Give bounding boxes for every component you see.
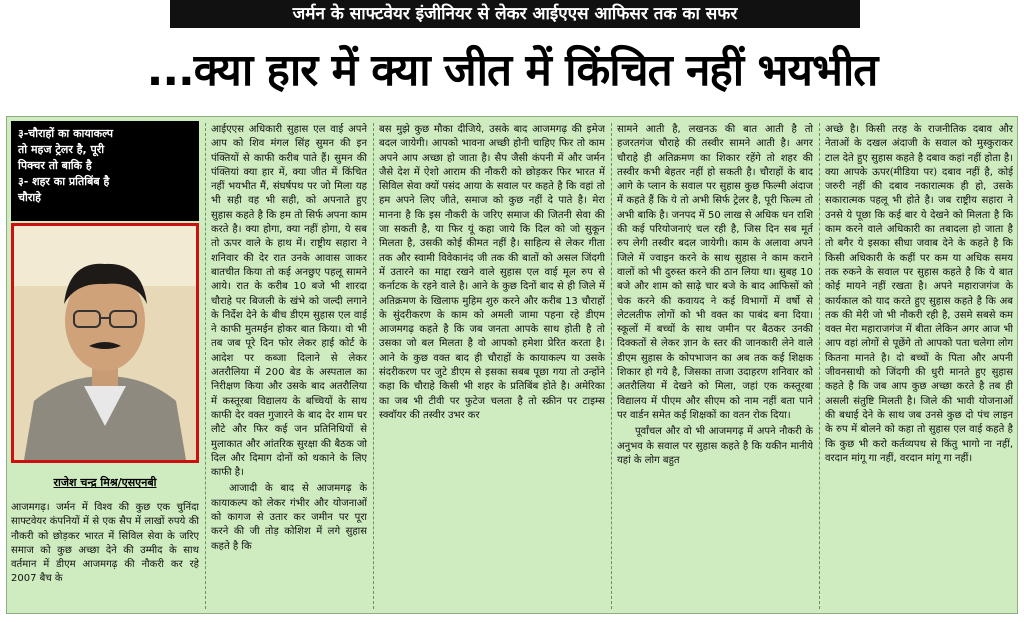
article-column-3 bbox=[379, 123, 605, 609]
article-column-4 bbox=[617, 123, 813, 609]
headline: ...क्या हार में क्या जीत में किंचित नहीं भयभीत bbox=[146, 45, 878, 96]
article-column-2 bbox=[211, 123, 367, 609]
highlight-line: ३- शहर का प्रतिबिंब है bbox=[18, 175, 110, 188]
column-divider bbox=[819, 123, 820, 609]
highlight-box bbox=[11, 121, 199, 221]
column-divider bbox=[205, 123, 206, 609]
portrait-illustration bbox=[14, 226, 196, 460]
article-column-1 bbox=[11, 501, 199, 611]
article-column-5 bbox=[825, 123, 1013, 609]
portrait-photo bbox=[11, 223, 199, 463]
banner-strip: जर्मन के साफ्टवेयर इंजीनियर से लेकर आईएएस आफिसर तक का सफर bbox=[170, 0, 860, 28]
article-paragraph: बस मुझे कुछ मौका दीजिये, उसके बाद आजमगढ़ की इमेज बदल जायेगी। आपको भावना अच्छी होनी चाहिए फिर तो काम अपने आप अच्छा हो जाता है। सैप जैसी कंपनी में और जर्मन जैसे देश में ऐशो आराम की नौकरी को छोड़कर फिर भारत में सिविल सेवा क्यों पसंद आया के सवाल पर कहते है कि वहां तो हम अपने लिए जीते, समाज को कुछ नहीं दे पाते है। मेरा मानना है कि इस नौकरी के जरिए समाज की जितनी सेवा की जा सकती है, या फिर यूं कहा जाये कि दिल को जो सुकून मिलता है, उसकी कोई कीमत नहीं है। साहित्य से लेकर गीता तक और स्वामी विवेकानंद जी तक की बातों को असल जिंदगी में उतारने का माद्दा रखने वाले सुहास एल वाई मूल रुप से कर्नाटक के रहने वाले है। आने के कुछ दिनों बाद से ही जिले में अतिक्रमण के खिलाफ मुहिम शुरु करने और करीब 13 चौराहों के सुंदरीकरण के काम को अमली जामा पहना रहे डीएम आजमगढ़ कहते है कि जब जनता आपके साथ होती है तो उसका जो बल मिलता है वो आपको हमेशा प्रेरित करता है। आने के कुछ वक्त बाद ही चौराहों के कायाकल्प या उसके संदरीकरण पर जुटे डीएम से इसका सबब पूछा गया तो उन्होंने कहा कि चौराहे किसी भी शहर के प्रतिबिंब होते है। अमेरिका का जब भी टीवी पर फुटेज चलता है तो स्क्रीन पर टाइम्स स्क्वॉयर की तस्वीर उभर कर bbox=[379, 124, 605, 421]
column-divider bbox=[611, 123, 612, 609]
article-paragraph: आजादी के बाद से आजमगढ़ के कायाकल्प को लेकर गंभीर और योजनाओं को कागज से उतार कर जमीन पर पूरा करने की जी तोड़ कोशिश में लगे सुहास कहते है कि bbox=[211, 483, 367, 552]
article-paragraph: पूर्वांचल और वो भी आजमगढ़ में अपने नौकरी के अनुभव के सवाल पर सुहास कहते है कि यकीन मानीये यहां के लोग बहुत bbox=[617, 426, 813, 466]
highlight-line: पिक्चर तो बाकि है bbox=[18, 159, 92, 172]
article-paragraph: आईएएस अधिकारी सुहास एल वाई अपने आप को शिव मंगल सिंह सुमन की इन पंक्तियों से काफी करीब पाते हैं। सुमन की पंक्तियां क्या हार में, क्या जीत में किंचित नहीं भयभीत मैं, संघर्षपथ पर जो मिला यह भी सही वह भी सही, को अपनाते हुए सुहास कहते है कि हम तो सिर्फ अपना काम करते है। क्या होगा, क्या नहीं होगा, ये सब तो ऊपर वाले के हाथ में। राष्ट्रीय सहारा ने शनिवार की देर रात उनके आवास जाकर बातचीत किया तो कई अनछुए पहलू सामने आये। रात के करीब 10 बजे भी शारदा चौराहे पर बिजली के खंभे को जल्दी लगाने के निर्देश देने के बीच डीएम सुहास एल वाई ने काफी मुतमईन होकर बात किया। वो भी तब जब पूरे दिन फोर लेकर हाई कोर्ट के आदेश पर कब्जा दिलाने से लेकर अतरौलिया में 200 बेड के अस्पताल का निरीक्षण किया और उसके बाद अतरौलिया में कस्तूरबा विद्यालय के बच्चियों के साथ काफी देर वक्त गुजारने के बाद देर शाम घर लौटे और फिर कई जन प्रतिनिधियों से मुलाकात और आंतरिक सुरक्षा की बैठक जो दिल और दिमाग दोनों को थकाने के लिए काफी है। bbox=[211, 124, 367, 479]
highlight-line: तो महज ट्रेलर है, पूरी bbox=[18, 143, 105, 156]
article-paragraph: अच्छे है। किसी तरह के राजनीतिक दबाव और नेताओं के दखल अंदाजी के सवाल को मुस्कुराकर टाल देते हुए सुहास कहते है दबाव कहां नहीं होता है। क्या आपके ऊपर(मीडिया पर) दबाव नहीं है, कोई जरुरी नहीं की दबाव नकारात्मक ही हो, उसके सकारात्मक पहलू भी होते है। जब राष्ट्रीय सहारा ने उनसे ये पूछा कि कई बार ये देखने को मिलता है कि काम करने वाले अधिकारी का तबादला हो जाता है तो बगैर ये इसका सीधा जवाब देने के कहते है कि किसी अधिकारी के कहीं पर कम या अधिक समय तक रुकने के सवाल पर सुहास कहते है कि ये बात कोई मायने नहीं रखता है। अपने महाराजगंज के कार्यकाल को याद करते हुए सुहास कहते है कि अब तक की मेरी जो भी नौकरी रही है, उसमे सबसे कम वक्त मेरा महाराजगंज में बीता लेकिन अगर आज भी आप वहां लोगों से पूछेंगे तो आपको पता चलेगा लोग कितना मानते है। दो बच्चों के पिता और अपनी जीवनसाथी को जिंदगी की धुरी मानते हुए सुहास कहते है कि जब आप कुछ अच्छा करते है तब ही असली संतुष्टि मिलती है। जिले की भावी योजनाओं की बधाई देने के साथ जब उनसे कुछ दो पंच लाइन के रुप में बोलने को कहा तो सुहास एल वाई कहते है कि कुछ भी करो कर्तव्यपथ से किंतु भागो ना नहीं, वरदान मांगू गा नहीं, वरदान मांगू गा नहीं। bbox=[825, 124, 1013, 464]
article-panel bbox=[6, 116, 1018, 614]
article-paragraph: सामने आती है, लखनऊ की बात आती है तो हजरतगंज चौराहे की तस्वीर सामने आती है। अगर चौराहे ही अतिक्रमण का शिकार रहेंगे तो शहर की तस्वीर कभी बेहतर नहीं हो सकती है। चौराहों के बाद आगे के प्लान के सवाल पर सुहास कुछ फिल्मी अंदाज में कहते हैं कि ये तो अभी सिर्फ ट्रेलर है, पूरी फिल्म तो अभी बाकि है। जनपद में 50 लाख से अधिक धन राशि की कई परियोजनाएं चल रही है, जिस दिन सब मूर्त रुप लेगी तस्वीर बदल जायेगी। काम के अलावा अपने जिले में ज्वाइन करने के साथ सुहास ने काम कराने वालों को भी दुरुस्त करने की ठान लिया था। सुबह 10 बजे और शाम को साढ़े चार बजे के बाद आफिसों को चेक करने की कवायद ने कई विभागों में वर्षो से लेटलतीफ लोगों को भी वक्त का पाबंद बना दिया। स्कूलों में बच्चों के साथ जमीन पर बैठकर उनकी दिक्कतों से लेकर ज्ञान के स्तर की जानकारी लेने वाले डीएम सुहास के कोपभाजन का अब तक कई शिक्षक शिकार हो गये है, जिसका ताजा उदाहरण शनिवार को अतरौलिया में देखने को मिला, जहां एक कस्तूरबा विद्यालय में पीएम और सीएम को नाम नहीं बता पाने पर वार्डन समेत कई शिक्षकों का वतन रोक दिया। bbox=[617, 124, 813, 421]
column-divider bbox=[373, 123, 374, 609]
article-paragraph: आजमगढ़। जर्मन में विश्व की कुछ एक चुनिंदा साफ्टवेयर कंपनियों में से एक सैप में लाखों रुपये की नौकरी को छोड़कर भारत में सिविल सेवा के जरिए समाज को कुछ अच्छा देने की उम्मीद के साथ वर्तमान में डीएम आजमगढ़ की नौकरी कर रहे 2007 बैच के bbox=[11, 502, 199, 585]
photo-credit: राजेश चन्द्र मिश्र/एसएनबी bbox=[53, 476, 157, 489]
highlight-line: ३-चौराहों का कायाकल्प bbox=[18, 127, 114, 140]
highlight-line: चौराहे bbox=[18, 191, 42, 204]
